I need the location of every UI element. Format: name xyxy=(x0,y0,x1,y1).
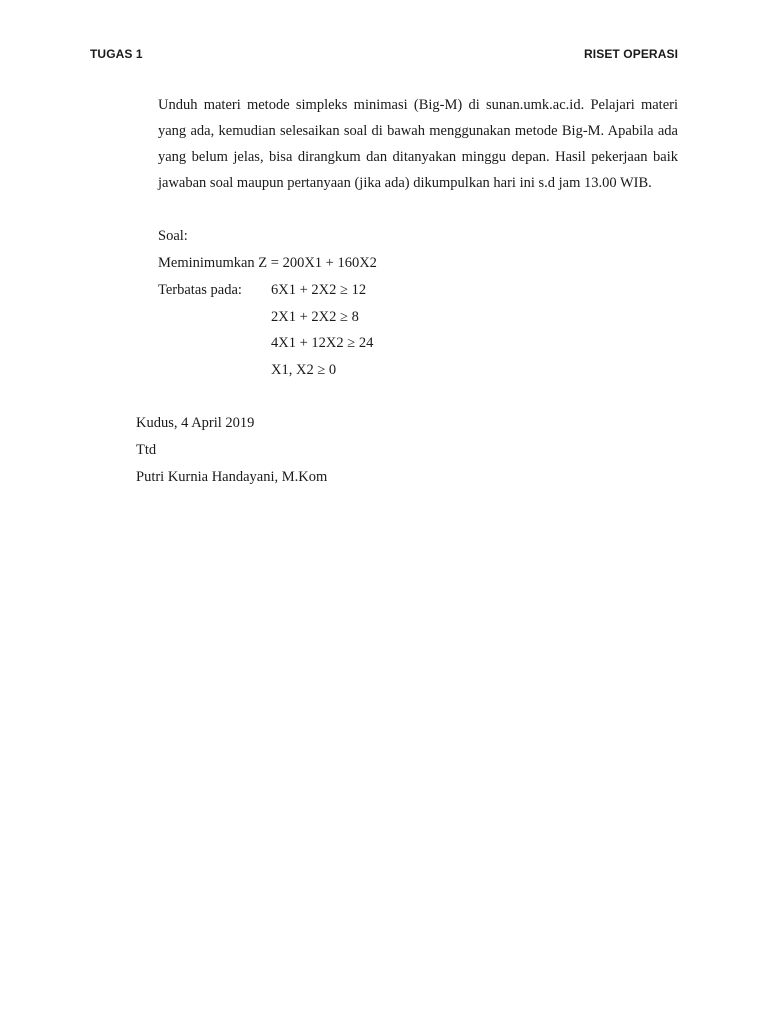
soal-label: Soal: xyxy=(158,228,188,244)
objective-function: Meminimumkan Z = 200X1 + 160X2 xyxy=(158,255,377,271)
constraint-2: 2X1 + 2X2 ≥ 8 xyxy=(271,309,359,325)
header-course-task: TUGAS 1 xyxy=(90,47,143,61)
signature-name: Putri Kurnia Handayani, M.Kom xyxy=(136,469,328,485)
constraint-3: 4X1 + 12X2 ≥ 24 xyxy=(271,335,374,351)
signature-place-date: Kudus, 4 April 2019 xyxy=(136,415,255,431)
signature-ttd: Ttd xyxy=(136,442,157,458)
constraint-1: 6X1 + 2X2 ≥ 12 xyxy=(271,282,367,298)
instructions-paragraph: Unduh materi metode simpleks minimasi (Big-M) di sunan.umk.ac.id. Pelajari materi yang ada, kemudian selesaikan soal di bawah menggunakan metode Big-M. Apabila ada yang belum jelas, bisa dirangkum dan ditanyakan minggu depan. Hasil pekerjaan baik jawaban soal maupun pertanyaan (jika ada) dikumpulkan hari ini s.d jam 13.00 WIB. xyxy=(158,97,678,191)
constraint-nonnegativity: X1, X2 ≥ 0 xyxy=(271,362,337,378)
page-header xyxy=(90,47,678,67)
header-course-name: RISET OPERASI xyxy=(584,47,678,61)
constraint-label: Terbatas pada: xyxy=(158,282,242,298)
